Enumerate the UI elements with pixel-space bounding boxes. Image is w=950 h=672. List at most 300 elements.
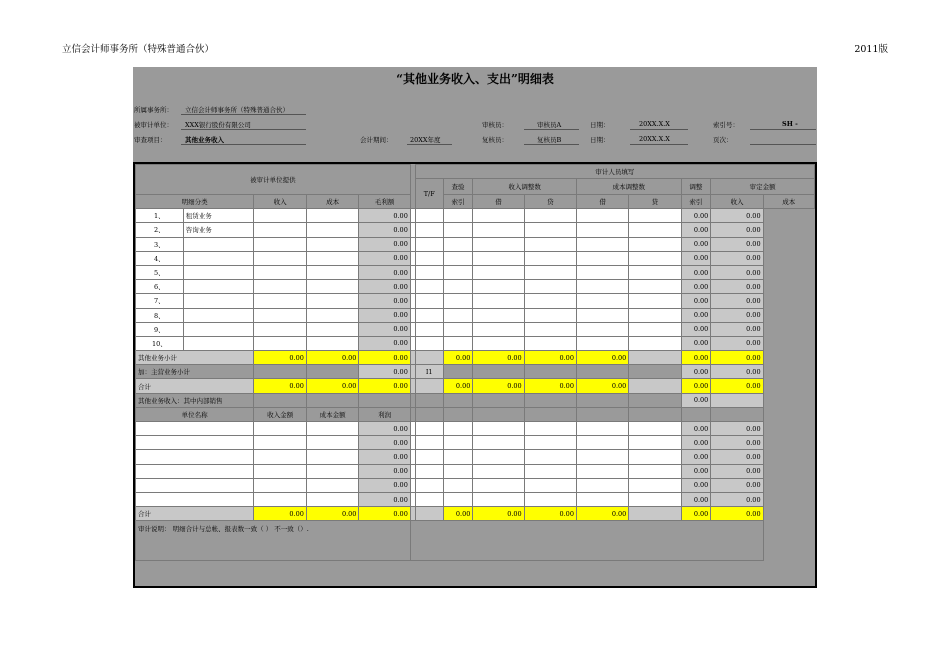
row-category[interactable]	[183, 336, 254, 350]
unit-check-index-input[interactable]	[415, 464, 443, 478]
unit-income-input[interactable]	[254, 492, 307, 506]
row-adj-index-input[interactable]	[629, 237, 681, 251]
subtotal-income: 0.00	[254, 351, 307, 365]
row-cost-input[interactable]	[306, 308, 359, 322]
row-number: 1、	[136, 209, 184, 223]
unit-name-input[interactable]	[136, 478, 254, 492]
row-check-index-input[interactable]	[415, 223, 443, 237]
unit-approved-cost: 0.00	[711, 450, 763, 464]
main-gross: 0.00	[359, 365, 410, 379]
worksheet	[133, 67, 817, 588]
row-category[interactable]	[183, 237, 254, 251]
table-row	[136, 209, 815, 223]
row-cost-credit-input[interactable]	[576, 265, 628, 279]
unit-name-input[interactable]	[136, 492, 254, 506]
unit-cost-input[interactable]	[306, 492, 359, 506]
unit-check-index-input[interactable]	[415, 436, 443, 450]
main-income	[254, 365, 307, 379]
row-income-debit-input[interactable]	[443, 336, 473, 350]
page-underline	[750, 144, 816, 145]
table-row	[136, 294, 815, 308]
row-adj-index-input[interactable]	[629, 294, 681, 308]
index-value[interactable]: SH -	[782, 120, 798, 128]
row-income-input[interactable]	[254, 237, 307, 251]
unit-approved-cost: 0.00	[711, 492, 763, 506]
row-category[interactable]: 租赁业务	[183, 209, 254, 223]
unit-approved-income: 0.00	[681, 478, 711, 492]
col-income: 收入	[254, 195, 307, 209]
unit-header-check	[415, 407, 443, 421]
row-approved-cost: 0.00	[711, 209, 763, 223]
unit-name-input[interactable]	[136, 450, 254, 464]
row-income-debit-input[interactable]	[443, 237, 473, 251]
row-number: 6、	[136, 280, 184, 294]
row-gross: 0.00	[359, 336, 410, 350]
row-approved-cost: 0.00	[711, 294, 763, 308]
unit-approved-cost: 0.00	[711, 422, 763, 436]
table-row	[136, 237, 815, 251]
row-gross: 0.00	[359, 209, 410, 223]
total-label: 合计	[136, 379, 254, 393]
row-cost-debit-input[interactable]	[524, 308, 576, 322]
unit-row	[136, 450, 815, 464]
right-group-header: 审计人员填写	[415, 165, 814, 179]
total-cost-credit: 0.00	[576, 379, 628, 393]
row-adj-index-input[interactable]	[629, 251, 681, 265]
unit-income-credit-input[interactable]	[473, 436, 524, 450]
row-income-credit-input[interactable]	[473, 308, 524, 322]
unit-cost-input[interactable]	[306, 436, 359, 450]
main-check-index[interactable]: I1	[415, 365, 443, 379]
unit-income-input[interactable]	[254, 422, 307, 436]
row-income-debit-input[interactable]	[443, 223, 473, 237]
unit-adj-index-input[interactable]	[629, 464, 681, 478]
auditee-label: 被审计单位：	[134, 121, 173, 129]
subtotal-cost-debit: 0.00	[524, 351, 576, 365]
item-underline	[181, 144, 306, 145]
unit-name-input[interactable]	[136, 436, 254, 450]
table-row	[136, 308, 815, 322]
auditor-underline	[524, 129, 579, 130]
subtotal-label: 其他业务小计	[136, 351, 254, 365]
row-gross: 0.00	[359, 322, 410, 336]
audit-note-continued	[410, 521, 763, 561]
row-cost-debit-input[interactable]	[524, 280, 576, 294]
col-cost: 成本	[306, 195, 359, 209]
table-row	[136, 223, 815, 237]
col-income-debit: 借	[473, 195, 524, 209]
total2-cost-credit: 0.00	[576, 507, 628, 521]
total2-approved-cost: 0.00	[711, 507, 763, 521]
unit-cost-credit-input[interactable]	[576, 422, 628, 436]
unit-cost-debit-input[interactable]	[524, 436, 576, 450]
row-income-input[interactable]	[254, 280, 307, 294]
unit-cost-debit-input[interactable]	[524, 422, 576, 436]
unit-cost-input[interactable]	[306, 478, 359, 492]
unit-approved-income: 0.00	[681, 422, 711, 436]
unit-adj-index-input[interactable]	[629, 450, 681, 464]
row-approved-income: 0.00	[681, 280, 711, 294]
unit-name-header: 单位名称	[136, 407, 254, 421]
total-income: 0.00	[254, 379, 307, 393]
row-cost-debit-input[interactable]	[524, 237, 576, 251]
row-approved-income: 0.00	[681, 251, 711, 265]
unit-income-credit-input[interactable]	[473, 464, 524, 478]
row-check-index-input[interactable]	[415, 237, 443, 251]
row-income-credit-input[interactable]	[473, 294, 524, 308]
internal-check	[415, 393, 443, 407]
row-gross: 0.00	[359, 251, 410, 265]
unit-approved-cost: 0.00	[711, 478, 763, 492]
unit-cost-debit-input[interactable]	[524, 478, 576, 492]
row-category[interactable]	[183, 265, 254, 279]
row-adj-index-input[interactable]	[629, 280, 681, 294]
item-value[interactable]: 其他业务收入	[185, 136, 224, 144]
row-cost-credit-input[interactable]	[576, 308, 628, 322]
unit-cost-input[interactable]	[306, 450, 359, 464]
unit-check-index-input[interactable]	[415, 422, 443, 436]
subtotal-approved-income: 0.00	[681, 351, 711, 365]
main-approved-income: 0.00	[681, 365, 711, 379]
unit-income-debit-input[interactable]	[443, 422, 473, 436]
row-category[interactable]	[183, 308, 254, 322]
unit-cost-credit-input[interactable]	[576, 450, 628, 464]
row-check-index-input[interactable]	[415, 265, 443, 279]
unit-income-debit-input[interactable]	[443, 464, 473, 478]
row-adj-index-input[interactable]	[629, 265, 681, 279]
row-approved-cost: 0.00	[711, 223, 763, 237]
row-adj-index-input[interactable]	[629, 223, 681, 237]
row-cost-input[interactable]	[306, 336, 359, 350]
row-cost-debit-input[interactable]	[524, 322, 576, 336]
auditor-value[interactable]: 审核员A	[537, 121, 562, 129]
unit-cost-credit-input[interactable]	[576, 464, 628, 478]
detail-grid	[133, 162, 817, 588]
row-check-index-input[interactable]	[415, 294, 443, 308]
row-cost-credit-input[interactable]	[576, 209, 628, 223]
date-underline-1	[630, 129, 688, 130]
unit-check-index-input[interactable]	[415, 478, 443, 492]
table-row	[136, 251, 815, 265]
total2-adj-index[interactable]	[629, 507, 681, 521]
unit-income-input[interactable]	[254, 478, 307, 492]
unit-header-approved-income	[681, 407, 711, 421]
table-row	[136, 336, 815, 350]
row-approved-cost: 0.00	[711, 308, 763, 322]
row-adj-index-input[interactable]	[629, 209, 681, 223]
row-category[interactable]	[183, 322, 254, 336]
unit-header-income-debit	[443, 407, 473, 421]
unit-cost-credit-input[interactable]	[576, 478, 628, 492]
left-group-header: 被审计单位提供	[136, 165, 411, 195]
main-business-label: 加：主营业务小计	[136, 365, 254, 379]
unit-cost-credit-input[interactable]	[576, 492, 628, 506]
col-cost-credit: 贷	[629, 195, 681, 209]
row-cost-credit-input[interactable]	[576, 322, 628, 336]
unit-income-credit-input[interactable]	[473, 492, 524, 506]
row-income-credit-input[interactable]	[473, 265, 524, 279]
subtotal-income-credit: 0.00	[473, 351, 524, 365]
income-adj-header: 收入调整数	[473, 179, 577, 195]
total-adj-index[interactable]	[629, 379, 681, 393]
total-cost: 0.00	[306, 379, 359, 393]
main-cost	[306, 365, 359, 379]
unit-approved-income: 0.00	[681, 450, 711, 464]
row-check-index-input[interactable]	[415, 322, 443, 336]
row-approved-income: 0.00	[681, 322, 711, 336]
auditor-label: 审核员：	[482, 121, 508, 129]
row-cost-debit-input[interactable]	[524, 251, 576, 265]
row-cost-debit-input[interactable]	[524, 336, 576, 350]
date-value-1[interactable]: 20XX.X.X	[639, 120, 670, 128]
row-cost-debit-input[interactable]	[524, 265, 576, 279]
row-cost-input[interactable]	[306, 294, 359, 308]
row-cost-input[interactable]	[306, 237, 359, 251]
row-number: 7、	[136, 294, 184, 308]
row-income-input[interactable]	[254, 308, 307, 322]
row-approved-income: 0.00	[681, 294, 711, 308]
approved-header: 审定金额	[711, 179, 815, 195]
total2-cost-debit: 0.00	[524, 507, 576, 521]
table-row	[136, 322, 815, 336]
unit-income-input[interactable]	[254, 450, 307, 464]
row-income-credit-input[interactable]	[473, 223, 524, 237]
unit-income-debit-input[interactable]	[443, 492, 473, 506]
unit-income-header: 收入金额	[254, 407, 307, 421]
unit-cost-debit-input[interactable]	[524, 464, 576, 478]
row-cost-credit-input[interactable]	[576, 223, 628, 237]
col-approved-cost: 成本	[763, 195, 814, 209]
unit-income-debit-input[interactable]	[443, 478, 473, 492]
internal-cost-credit	[576, 393, 628, 407]
unit-profit: 0.00	[359, 422, 410, 436]
row-income-input[interactable]	[254, 223, 307, 237]
row-adj-index-input[interactable]	[629, 322, 681, 336]
main-cost-credit	[576, 365, 628, 379]
row-income-input[interactable]	[254, 265, 307, 279]
row-approved-income: 0.00	[681, 265, 711, 279]
date-value-2[interactable]: 20XX.X.X	[639, 135, 670, 143]
row-cost-credit-input[interactable]	[576, 294, 628, 308]
internal-cost	[306, 393, 359, 407]
row-number: 5、	[136, 265, 184, 279]
row-income-input[interactable]	[254, 251, 307, 265]
unit-adj-index-input[interactable]	[629, 478, 681, 492]
index-label: 索引号：	[713, 121, 739, 129]
internal-income	[254, 393, 307, 407]
row-cost-input[interactable]	[306, 322, 359, 336]
unit-name-input[interactable]	[136, 422, 254, 436]
row-gross: 0.00	[359, 265, 410, 279]
row-income-debit-input[interactable]	[443, 209, 473, 223]
unit-adj-index-input[interactable]	[629, 492, 681, 506]
date-underline-2	[630, 144, 688, 145]
unit-check-index-input[interactable]	[415, 492, 443, 506]
tf-header: T/F	[415, 179, 443, 209]
unit-row	[136, 436, 815, 450]
row-number: 10、	[136, 336, 184, 350]
row-cost-input[interactable]	[306, 265, 359, 279]
row-number: 4、	[136, 251, 184, 265]
firm-value[interactable]: 立信会计师事务所（特殊普通合伙）	[185, 106, 289, 114]
total2-profit: 0.00	[359, 507, 410, 521]
unit-header-adj-index	[629, 407, 681, 421]
unit-row	[136, 464, 815, 478]
internal-income-debit	[443, 393, 473, 407]
row-check-index-input[interactable]	[415, 209, 443, 223]
row-gross: 0.00	[359, 223, 410, 237]
row-cost-debit-input[interactable]	[524, 294, 576, 308]
unit-profit: 0.00	[359, 464, 410, 478]
row-approved-income: 0.00	[681, 308, 711, 322]
row-income-debit-input[interactable]	[443, 265, 473, 279]
col-approved-income: 收入	[711, 195, 763, 209]
adjust-header: 调整	[681, 179, 711, 195]
unit-name-input[interactable]	[136, 464, 254, 478]
row-cost-credit-input[interactable]	[576, 237, 628, 251]
auditee-value[interactable]: XXX银行股份有限公司	[185, 121, 251, 129]
row-income-debit-input[interactable]	[443, 251, 473, 265]
reviewer-underline	[524, 144, 579, 145]
unit-row	[136, 478, 815, 492]
unit-profit: 0.00	[359, 450, 410, 464]
total2-cost: 0.00	[306, 507, 359, 521]
col-index: 索引	[443, 195, 473, 209]
unit-approved-cost: 0.00	[711, 436, 763, 450]
row-check-index-input[interactable]	[415, 308, 443, 322]
unit-cost-input[interactable]	[306, 464, 359, 478]
row-check-index-input[interactable]	[415, 336, 443, 350]
subtotal-adj-index[interactable]	[629, 351, 681, 365]
index-underline	[750, 129, 816, 130]
row-cost-input[interactable]	[306, 223, 359, 237]
detail-table	[135, 164, 815, 561]
main-approved-cost: 0.00	[711, 365, 763, 379]
row-gross: 0.00	[359, 280, 410, 294]
reviewer-value[interactable]: 复核员B	[537, 136, 562, 144]
row-income-input[interactable]	[254, 294, 307, 308]
subtotal-check-index[interactable]	[415, 351, 443, 365]
total-approved-cost: 0.00	[711, 379, 763, 393]
unit-income-input[interactable]	[254, 464, 307, 478]
row-category[interactable]	[183, 251, 254, 265]
unit-profit: 0.00	[359, 436, 410, 450]
row-approved-cost: 0.00	[711, 336, 763, 350]
total-cost-debit: 0.00	[524, 379, 576, 393]
row-approved-cost: 0.00	[711, 322, 763, 336]
unit-income-credit-input[interactable]	[473, 450, 524, 464]
row-cost-credit-input[interactable]	[576, 251, 628, 265]
period-label: 会计期间：	[360, 136, 393, 144]
unit-income-debit-input[interactable]	[443, 436, 473, 450]
row-income-input[interactable]	[254, 336, 307, 350]
row-approved-cost: 0.00	[711, 251, 763, 265]
unit-adj-index-input[interactable]	[629, 436, 681, 450]
main-adj-index	[629, 365, 681, 379]
row-approved-income: 0.00	[681, 209, 711, 223]
row-cost-debit-input[interactable]	[524, 223, 576, 237]
total2-approved-income: 0.00	[681, 507, 711, 521]
subtotal-gross: 0.00	[359, 351, 410, 365]
internal-income-credit	[473, 393, 524, 407]
row-income-input[interactable]	[254, 209, 307, 223]
unit-approved-income: 0.00	[681, 436, 711, 450]
unit-adj-index-input[interactable]	[629, 422, 681, 436]
total-income-debit: 0.00	[443, 379, 473, 393]
row-income-credit-input[interactable]	[473, 322, 524, 336]
row-cost-input[interactable]	[306, 209, 359, 223]
row-income-credit-input[interactable]	[473, 336, 524, 350]
row-income-credit-input[interactable]	[473, 280, 524, 294]
row-cost-input[interactable]	[306, 280, 359, 294]
row-approved-cost: 0.00	[711, 265, 763, 279]
unit-approved-income: 0.00	[681, 464, 711, 478]
version-label: 2011版	[854, 44, 888, 55]
row-check-index-input[interactable]	[415, 280, 443, 294]
subtotal-cost: 0.00	[306, 351, 359, 365]
row-income-credit-input[interactable]	[473, 237, 524, 251]
row-income-debit-input[interactable]	[443, 280, 473, 294]
row-category[interactable]	[183, 280, 254, 294]
total-check-index[interactable]	[415, 379, 443, 393]
unit-cost-debit-input[interactable]	[524, 492, 576, 506]
row-number: 9、	[136, 322, 184, 336]
unit-check-index-input[interactable]	[415, 450, 443, 464]
row-adj-index-input[interactable]	[629, 336, 681, 350]
subtotal-approved-cost: 0.00	[711, 351, 763, 365]
row-number: 3、	[136, 237, 184, 251]
row-income-debit-input[interactable]	[443, 322, 473, 336]
date-label-1: 日期：	[590, 121, 610, 129]
unit-income-credit-input[interactable]	[473, 422, 524, 436]
row-income-credit-input[interactable]	[473, 251, 524, 265]
subtotal-cost-credit: 0.00	[576, 351, 628, 365]
unit-cost-debit-input[interactable]	[524, 450, 576, 464]
unit-cost-credit-input[interactable]	[576, 436, 628, 450]
total-approved-income: 0.00	[681, 379, 711, 393]
row-income-debit-input[interactable]	[443, 294, 473, 308]
row-cost-credit-input[interactable]	[576, 280, 628, 294]
total2-income-credit: 0.00	[473, 507, 524, 521]
date-label-2: 日期：	[590, 136, 610, 144]
row-cost-credit-input[interactable]	[576, 336, 628, 350]
unit-approved-income: 0.00	[681, 492, 711, 506]
period-underline	[407, 144, 452, 145]
row-adj-index-input[interactable]	[629, 308, 681, 322]
unit-cost-input[interactable]	[306, 422, 359, 436]
unit-header-income-credit	[473, 407, 524, 421]
firm-label: 所属事务所：	[134, 106, 173, 114]
unit-income-credit-input[interactable]	[473, 478, 524, 492]
unit-row	[136, 422, 815, 436]
audit-note[interactable]: 审计说明： 明细合计与总帐、报表数一致（ ） 不一致（）.	[136, 521, 411, 561]
unit-income-input[interactable]	[254, 436, 307, 450]
unit-header-cost-debit	[524, 407, 576, 421]
firm-underline	[181, 114, 306, 115]
row-category[interactable]	[183, 294, 254, 308]
table-row	[136, 280, 815, 294]
row-category[interactable]: 咨询业务	[183, 223, 254, 237]
row-income-credit-input[interactable]	[473, 209, 524, 223]
row-cost-debit-input[interactable]	[524, 209, 576, 223]
period-value[interactable]: 20XX年度	[410, 136, 441, 144]
row-cost-input[interactable]	[306, 251, 359, 265]
row-income-debit-input[interactable]	[443, 308, 473, 322]
unit-income-debit-input[interactable]	[443, 450, 473, 464]
row-income-input[interactable]	[254, 322, 307, 336]
row-check-index-input[interactable]	[415, 251, 443, 265]
total2-check-index[interactable]	[415, 507, 443, 521]
